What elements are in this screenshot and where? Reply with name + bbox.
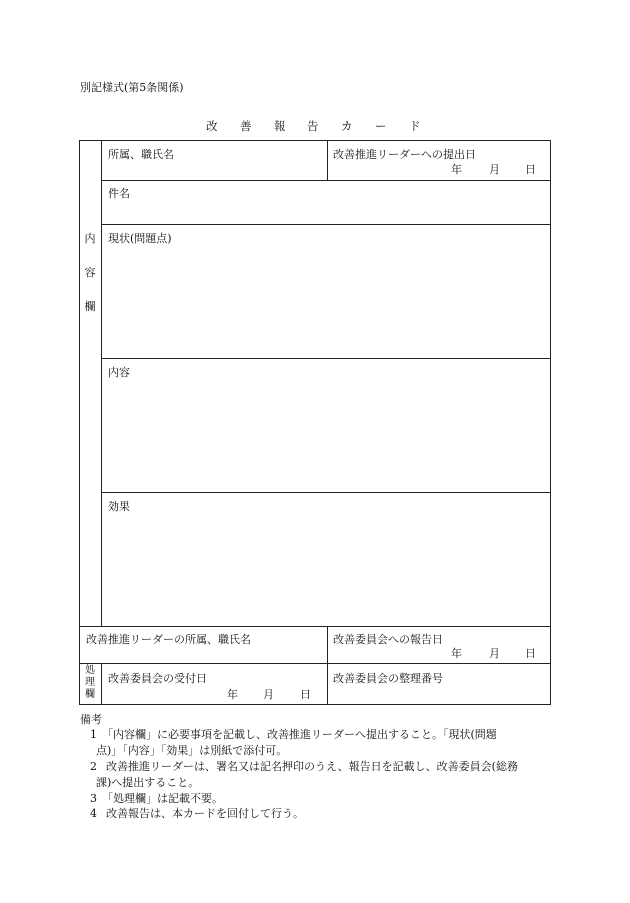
status-label: 現状(問題点) (108, 232, 172, 245)
remark-item-text: 改善報告は、本カードを回付して行う。 (106, 807, 304, 820)
report-date-field[interactable] (328, 647, 550, 661)
received-date-field[interactable] (102, 686, 326, 703)
year-unit: 年 (227, 688, 238, 701)
title-char: カ (341, 119, 353, 133)
row-divider (79, 663, 551, 664)
remark-item-text: 点)」「内容」「効果」は別紙で添付可。 (96, 744, 288, 757)
remark-item-text: 改善推進リーダーは、署名又は記名押印のうえ、報告日を記載し、改善委員会(総務 (106, 760, 518, 773)
received-date-label: 改善委員会の受付日 (108, 672, 207, 685)
content-field[interactable] (102, 382, 550, 490)
year-unit: 年 (451, 163, 462, 176)
registry-number-label: 改善委員会の整理番号 (333, 672, 443, 685)
remark-num: 1 (90, 728, 97, 741)
title-char: ー (375, 119, 387, 133)
title-label: 件名 (108, 187, 130, 200)
year-unit: 年 (451, 647, 462, 660)
day-unit: 日 (525, 647, 536, 660)
row-divider (101, 358, 551, 359)
month-unit: 月 (263, 688, 274, 701)
form-caption: 別記様式(第5条関係) (80, 81, 184, 94)
submit-date-label: 改善推進リーダーへの提出日 (333, 148, 476, 161)
title-char: 改 (206, 119, 218, 133)
title-char: 報 (274, 119, 286, 133)
month-unit: 月 (489, 647, 500, 660)
remark-item-text: 「内容欄」に必要事項を記載し、改善推進リーダーへ提出すること。「現状(問題 (102, 728, 497, 741)
remark-item-text: 課)へ提出すること。 (96, 776, 200, 789)
process-section-label: 処 理 欄 (85, 665, 95, 700)
title-char: 善 (240, 119, 252, 133)
day-unit: 日 (300, 688, 311, 701)
affiliation-field[interactable] (102, 162, 326, 178)
content-label: 内容 (108, 366, 130, 379)
effect-label: 効果 (108, 500, 130, 513)
remark-item-text: 「処理欄」は記載不要。 (102, 792, 223, 805)
row-divider (101, 224, 551, 225)
title-char: ド (409, 119, 421, 133)
leader-field[interactable] (80, 647, 326, 661)
effect-field[interactable] (102, 516, 550, 624)
remark-num: 4 (90, 807, 97, 820)
content-section-label: 内 容 欄 (84, 232, 96, 313)
remark-num: 2 (90, 760, 97, 773)
leader-label: 改善推進リーダーの所属、職氏名 (86, 633, 251, 646)
remarks-heading: 備考 (80, 713, 102, 726)
submit-date-field[interactable] (328, 162, 550, 178)
affiliation-label: 所属、職氏名 (108, 148, 174, 161)
day-unit: 日 (525, 163, 536, 176)
status-field[interactable] (102, 248, 550, 356)
title-char: 告 (307, 119, 319, 133)
registry-number-field[interactable] (328, 686, 550, 703)
report-date-label: 改善委員会への報告日 (333, 633, 443, 646)
remark-num: 3 (90, 792, 97, 805)
month-unit: 月 (489, 163, 500, 176)
row-divider (101, 492, 551, 493)
title-field[interactable] (102, 181, 550, 223)
section-divider (79, 626, 551, 627)
